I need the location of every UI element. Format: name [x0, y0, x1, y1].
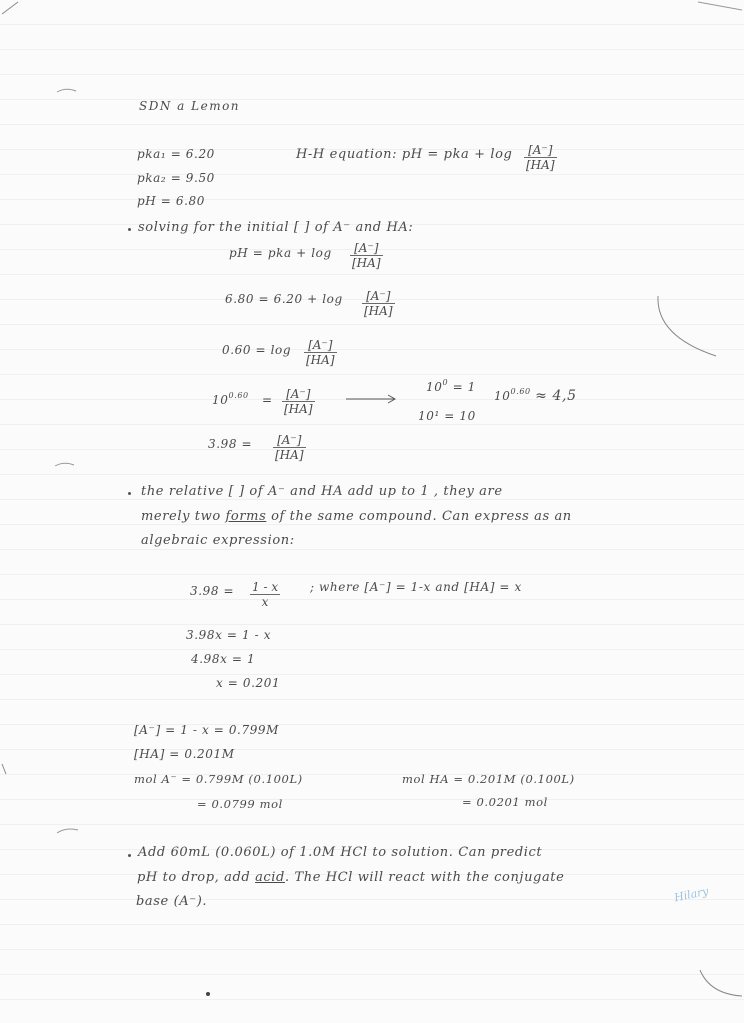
relative-line-3: algebraic expression:	[141, 533, 295, 548]
eq4-base: 10	[212, 393, 229, 407]
algebra-fraction	[250, 580, 280, 609]
margin-mark-left-1	[56, 86, 78, 96]
mol-ha: mol HA = 0.201M (0.100L)	[402, 772, 575, 786]
eq4-exponent: 0.60	[228, 391, 249, 400]
ph-line: pH = 6.80	[137, 194, 205, 208]
hh-denominator: [HA]	[526, 158, 555, 172]
hh-equation-label: H-H equation: pH = pka + log	[296, 147, 513, 162]
relative-line-1: the relative [ ] of A⁻ and HA add up to 1 , they are	[141, 484, 503, 499]
solving-line: solving for the initial [ ] of A⁻ and HA:	[138, 220, 414, 235]
side-calc-3	[494, 387, 577, 404]
side-calc-2: 10¹ = 10	[418, 409, 476, 423]
eq2-fraction	[362, 289, 395, 318]
eq3-numerator: [A⁻]	[304, 338, 337, 353]
eq5-fraction	[273, 433, 306, 462]
side3-exponent: 0.60	[510, 387, 531, 396]
eq1-numerator: [A⁻]	[350, 241, 383, 256]
eq5-left: 3.98 =	[208, 437, 253, 451]
add-line-2a: pH to drop, add	[137, 870, 256, 885]
add-line-3: base (A⁻).	[136, 894, 208, 909]
eq2-left: 6.80 = 6.20 + log	[225, 292, 343, 306]
hh-fraction	[524, 143, 557, 172]
eq4-equals: =	[262, 393, 273, 407]
margin-curve-right	[650, 292, 720, 362]
eq3-denominator: [HA]	[306, 353, 335, 367]
algebra-step-2: 4.98x = 1	[191, 652, 256, 666]
right-arrow-icon	[344, 392, 400, 406]
relative-forms: forms	[225, 509, 267, 524]
corner-mark-top-right	[690, 0, 744, 20]
margin-curve-bottom-right	[696, 966, 744, 1000]
eq5-denominator: [HA]	[275, 448, 304, 462]
eq4-fraction	[282, 387, 315, 416]
eq1-left: pH = pka + log	[229, 246, 332, 260]
eq2-denominator: [HA]	[364, 304, 393, 318]
result-ha: [HA] = 0.201M	[134, 747, 235, 761]
side1-exponent: 0	[442, 378, 449, 387]
mol-a-minus-result: = 0.0799 mol	[197, 797, 283, 811]
algebra-denominator: x	[261, 595, 269, 609]
algebra-numerator: 1 - x	[252, 580, 279, 594]
add-acid: acid	[255, 870, 285, 885]
eq3-left: 0.60 = log	[222, 343, 292, 357]
margin-mark-left-4	[0, 762, 10, 776]
bullet-solving	[128, 228, 131, 231]
side1-rest: = 1	[452, 380, 476, 394]
algebra-step-1: 3.98x = 1 - x	[186, 628, 272, 642]
algebra-step-3: x = 0.201	[216, 676, 281, 690]
eq1-denominator: [HA]	[352, 256, 381, 270]
stray-dot	[206, 992, 210, 996]
relative-line-2b: of the same compound. Can express as an	[266, 509, 572, 524]
side1-base: 10	[426, 380, 443, 394]
add-line-2b: . The HCl will react with the conjugate	[284, 870, 565, 885]
corner-mark-top-left	[0, 0, 40, 20]
bullet-add	[128, 854, 131, 857]
algebra-where: ; where [A⁻] = 1-x and [HA] = x	[310, 580, 522, 594]
margin-mark-left-2	[54, 460, 76, 470]
relative-line-2a: merely two	[141, 509, 226, 524]
mol-a-minus: mol A⁻ = 0.799M (0.100L)	[134, 772, 303, 786]
pka1-line: pka₁ = 6.20	[137, 147, 215, 161]
add-line-1: Add 60mL (0.060L) of 1.0M HCl to solution. Can predict	[138, 845, 543, 860]
relative-line-2	[141, 509, 572, 524]
eq4-denominator: [HA]	[284, 402, 313, 416]
hh-numerator: [A⁻]	[524, 143, 557, 158]
signature-watermark: Hilary	[673, 884, 710, 905]
eq5-numerator: [A⁻]	[273, 433, 306, 448]
mol-ha-result: = 0.0201 mol	[462, 795, 548, 809]
eq1-fraction	[350, 241, 383, 270]
eq2-numerator: [A⁻]	[362, 289, 395, 304]
side3-rest: ≈ 4,5	[535, 388, 577, 404]
eq3-fraction	[304, 338, 337, 367]
bullet-relative	[128, 492, 131, 495]
margin-mark-left-3	[56, 826, 80, 836]
eq4-power	[212, 391, 249, 407]
page-title: SDN a Lemon	[139, 99, 241, 113]
side-calc-1	[426, 378, 476, 394]
add-line-2	[137, 870, 564, 885]
eq4-numerator: [A⁻]	[282, 387, 315, 402]
side3-base: 10	[494, 389, 511, 403]
result-a-minus: [A⁻] = 1 - x = 0.799M	[134, 723, 280, 737]
pka2-line: pka₂ = 9.50	[137, 171, 215, 185]
algebra-frac-left: 3.98 =	[190, 584, 235, 598]
